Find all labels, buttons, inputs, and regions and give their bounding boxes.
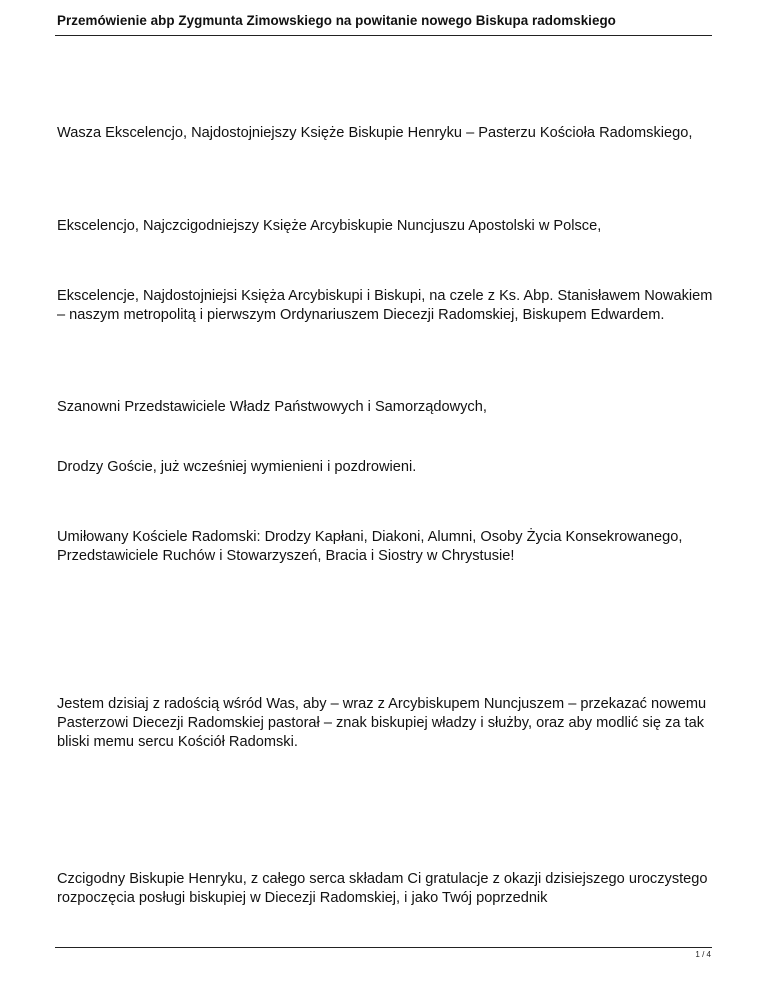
paragraph-greeting-authorities: Szanowni Przedstawiciele Władz Państwowych i Samorządowych, <box>57 399 487 415</box>
paragraph-greeting-nuncio: Ekscelencjo, Najczcigodniejszy Księże Arcybiskupie Nuncjuszu Apostolski w Polsce, <box>57 218 602 234</box>
header-divider <box>55 35 712 36</box>
paragraph-greeting-bishop: Wasza Ekscelencjo, Najdostojniejszy Księże Biskupie Henryku – Pasterzu Kościoła Radomskiego, <box>57 125 693 141</box>
footer-divider <box>55 947 712 948</box>
page-header-title: Przemówienie abp Zygmunta Zimowskiego na powitanie nowego Biskupa radomskiego <box>57 13 616 28</box>
page-number: 1 / 4 <box>695 950 711 959</box>
paragraph-purpose: Jestem dzisiaj z radością wśród Was, aby – wraz z Arcybiskupem Nuncjuszem – przekazać nowemu Pasterzowi Diecezji Radomskiej pastorał – znak biskupiej władzy i służby, oraz aby modlić się za tak bliski memu sercu Kościół Radomski. <box>57 696 707 750</box>
paragraph-greeting-archbishops: Ekscelencje, Najdostojniejsi Księża Arcybiskupi i Biskupi, na czele z Ks. Abp. Stanisławem Nowakiem – naszym metropolitą i pierwszym Ordynariuszem Diecezji Radomskiej, Biskupem Edwardem. <box>57 288 713 323</box>
paragraph-greeting-guests: Drodzy Goście, już wcześniej wymienieni i pozdrowieni. <box>57 459 417 475</box>
paragraph-congratulations: Czcigodny Biskupie Henryku, z całego serca składam Ci gratulacje z okazji dzisiejszego uroczystego rozpoczęcia posługi biskupiej w Diecezji Radomskiej, i jako Twój poprzednik <box>57 871 708 906</box>
paragraph-greeting-church: Umiłowany Kościele Radomski: Drodzy Kapłani, Diakoni, Alumni, Osoby Życia Konsekrowanego, Przedstawiciele Ruchów i Stowarzyszeń, Bracia i Siostry w Chrystusie! <box>57 529 683 564</box>
